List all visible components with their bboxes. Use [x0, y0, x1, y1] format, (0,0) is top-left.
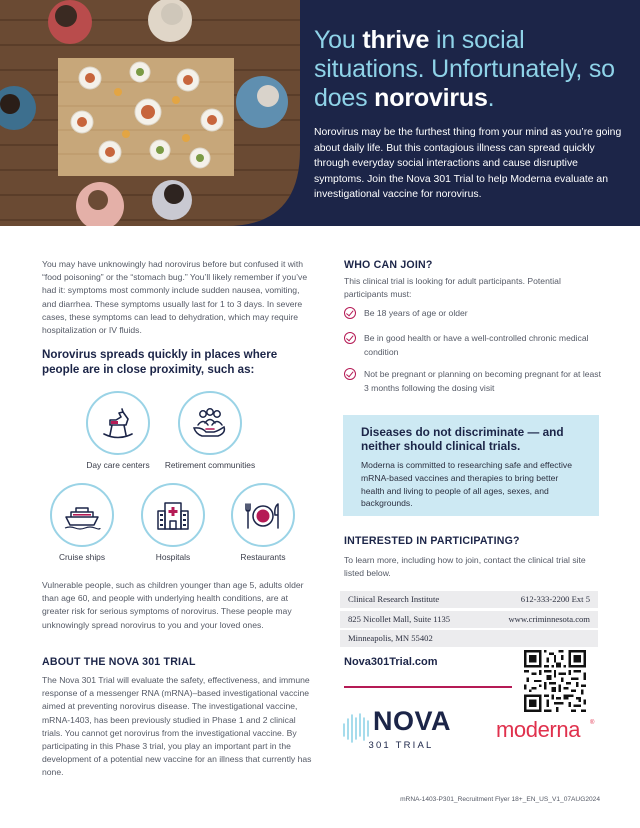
spread-heading: Norovirus spreads quickly in places where people are in close proximity, such as:: [42, 348, 278, 376]
criteria-item: Be 18 years of age or older: [344, 307, 606, 321]
place-restaurants: Restaurants: [213, 483, 313, 562]
hero-body-text: Norovirus may be the furthest thing from your mind as you’re going about daily life. But this contagious illness can spread quickly through everyday social interactions and cause disruptive symptoms. Join the Nova 301 Trial to help Moderna evaluate an investigational vaccine for norovirus.: [314, 127, 622, 201]
community-icon: [190, 403, 230, 443]
callout-body: Moderna is committed to researching safe and effective mRNA-based vaccines and therapies to bring better health and living to people of all ages, sexes, and backgrounds.: [361, 460, 572, 509]
contact-row-address: [340, 611, 598, 628]
contact-row-name: [340, 591, 598, 608]
norovirus-intro-text: You may have unknowingly had norovirus before but confused it with “food poisoning” or the “stomach bug.” You’ll likely remember if you’ve had it: symptoms most commonly include sudden nausea, vomiting, and diarrhea. These symptoms usually last for 1 to 3 days. In severe cases, these symptoms can lead to dehydration, which may require hospitalization or IV fluids.: [42, 259, 308, 336]
document-code: mRNA-1403-P301_Recruitment Flyer 18+_EN_US_V1_07AUG2024: [400, 796, 600, 803]
site-address: 825 Nicollet Mall, Suite 1135: [348, 614, 451, 624]
contact-row-city: [340, 630, 598, 647]
qr-code[interactable]: [524, 650, 586, 712]
nova-logo-subtitle: 301 TRIAL: [368, 740, 434, 751]
place-cruise-ships: Cruise ships: [32, 483, 132, 562]
check-circle-icon: [344, 332, 356, 344]
plate-cutlery-icon: [243, 495, 283, 535]
place-hospitals: Hospitals: [123, 483, 223, 562]
site-phone[interactable]: 612-333-2200 Ext 5: [520, 594, 590, 604]
nova-logo-wordmark: NOVA: [373, 706, 452, 736]
diversity-callout: [343, 415, 599, 516]
rocking-horse-icon: [98, 403, 138, 443]
site-city: Minneapolis, MN 55402: [348, 633, 433, 643]
interested-heading: INTERESTED IN PARTICIPATING?: [344, 535, 520, 547]
who-can-join-intro: This clinical trial is looking for adult participants. Potential participants must:: [344, 276, 561, 299]
place-retirement-communities: Retirement communities: [160, 391, 260, 470]
cruise-ship-icon: [62, 495, 102, 535]
interested-text: To learn more, including how to join, contact the clinical trial site listed below.: [344, 555, 586, 578]
dinner-table-photo: [0, 0, 300, 226]
registered-mark: ®: [590, 720, 595, 726]
who-can-join-heading: WHO CAN JOIN?: [344, 259, 433, 271]
about-trial-heading: ABOUT THE NOVA 301 TRIAL: [42, 656, 196, 668]
criteria-item: Be in good health or have a well-controlled chronic medical condition: [344, 332, 606, 359]
criteria-item: Not be pregnant or planning on becoming pregnant for at least 3 months following the dosing visit: [344, 368, 606, 395]
hero-headline: You thrive in social situations. Unfortunately, so does norovirus.: [314, 26, 615, 112]
place-day-care: Day care centers: [68, 391, 168, 470]
trial-website-link[interactable]: Nova301Trial.com: [344, 656, 438, 668]
site-name: Clinical Research Institute: [348, 594, 440, 604]
check-circle-icon: [344, 368, 356, 380]
divider: [344, 686, 512, 688]
site-website-link[interactable]: www.criminnesota.com: [508, 614, 590, 624]
vulnerable-people-text: Vulnerable people, such as children younger than age 5, adults older than age 60, and people with underlying health conditions, are at greater risk for serious symptoms of norovirus. These people may unknowingly spread norovirus to you and your loved ones.: [42, 580, 304, 630]
callout-title: Diseases do not discriminate — and neither should clinical trials.: [361, 425, 564, 453]
check-circle-icon: [344, 307, 356, 319]
moderna-logo: moderna: [496, 717, 581, 742]
about-trial-text: The Nova 301 Trial will evaluate the safety, effectiveness, and immune response of a messenger RNA (mRNA)–based investigational vaccine aimed at preventing norovirus disease. The investigational vaccine, mRNA-1403, has been previously studied in Phase 1 and 2 clinical trials. You cannot get norovirus from the investigational vaccine. By participating in this Phase 3 trial, you play an important part in the development of a potential new vaccine for an illness that currently has none.: [42, 675, 312, 778]
hero-banner: [0, 0, 640, 226]
hospital-icon: [153, 495, 193, 535]
